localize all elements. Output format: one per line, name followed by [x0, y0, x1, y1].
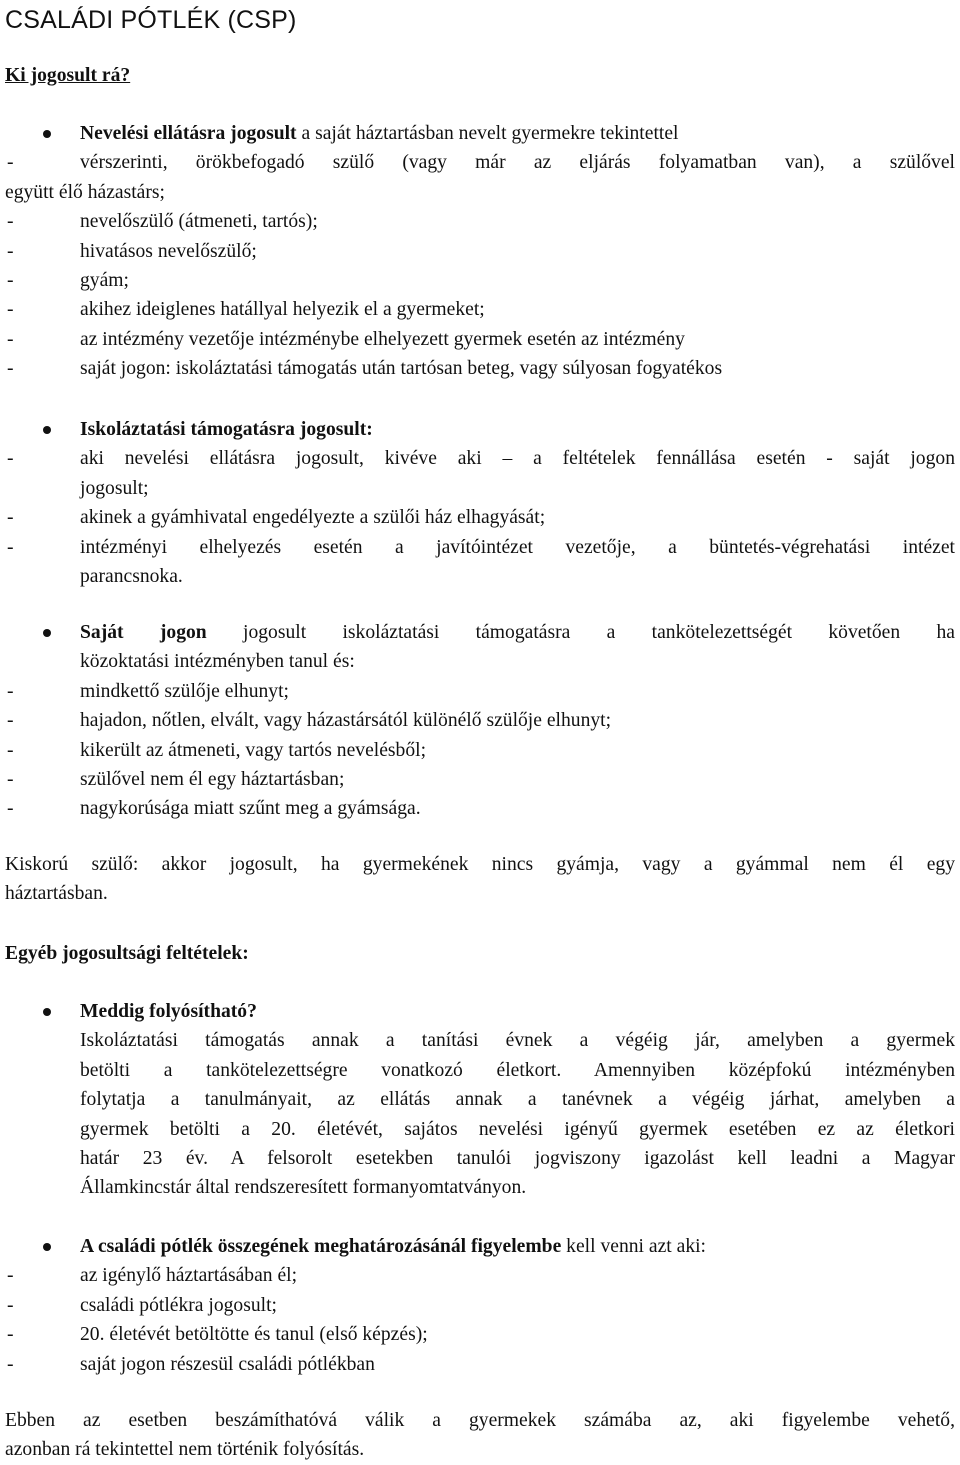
list-item [5, 148, 955, 177]
list-item [5, 765, 955, 794]
section-lead-text: jogosult iskoláztatási támogatásra a tankötelezettségét követően ha [206, 622, 955, 643]
list-item [5, 503, 955, 532]
list-item [5, 1350, 955, 1379]
list-item [5, 237, 955, 266]
dash-marker: - [7, 798, 14, 820]
list-item [5, 295, 955, 324]
list-item [5, 677, 955, 706]
list-item-text: akihez ideiglenes hatállyal helyezik el a gyermeket; [80, 299, 485, 321]
section-lead-bold: A családi pótlék összegének meghatározásánál figyelembe [80, 1236, 562, 1257]
paragraph-line: gyermek betölti a 20. életévét, sajátos nevelési igényű gyermek esetében ez az életkori [80, 1118, 955, 1140]
bullet-icon [43, 130, 51, 138]
section-lead-bold: Iskoláztatási támogatásra jogosult: [80, 419, 373, 440]
eligibility-question-heading: Ki jogosult rá? [5, 65, 131, 86]
dash-marker: - [7, 710, 14, 732]
list-item [5, 207, 955, 236]
list-item-text: nagykorúsága miatt szűnt meg a gyámsága. [80, 798, 421, 820]
list-item-text: szülővel nem él egy háztartásban; [80, 768, 345, 790]
list-item-text: gyám; [80, 269, 129, 291]
heading-text: Egyéb jogosultsági feltételek: [5, 943, 249, 964]
paragraph-line: Ebben az esetben beszámíthatóvá válik a gyermekek számába az, aki figyelembe vehető, [5, 1410, 955, 1431]
section-lead-text: a saját háztartásban nevelt gyermekre tekintettel [296, 123, 679, 144]
list-item-text: saját jogon részesül családi pótlékban [80, 1353, 375, 1375]
list-item-text: az igénylő háztartásában él; [80, 1265, 298, 1287]
dash-marker: - [7, 269, 14, 291]
dash-marker: - [7, 1294, 14, 1316]
list-item [5, 706, 955, 735]
dash-marker: - [7, 328, 14, 350]
dash-marker: - [7, 507, 14, 529]
dash-marker: - [7, 152, 14, 174]
list-item-text: hajadon, nőtlen, elvált, vagy házastársától különélő szülője elhunyt; [80, 710, 612, 732]
list-item-text: hivatásos nevelőszülő; [80, 240, 257, 262]
list-item [5, 736, 955, 765]
paragraph-line: Kiskorú szülő: akkor jogosult, ha gyermekének nincs gyámja, vagy a gyámmal nem él egy [5, 854, 955, 875]
list-item [5, 325, 955, 354]
dash-marker: - [7, 211, 14, 233]
list-item-text: családi pótlékra jogosult; [80, 1294, 277, 1316]
list-item [5, 1291, 955, 1320]
list-item [5, 119, 955, 148]
dash-marker: - [7, 358, 14, 380]
list-item-text: saját jogon: iskoláztatási támogatás után tartósan beteg, vagy súlyosan fogyatékos [80, 358, 723, 380]
section-iskolaztatasi-tamogatas [5, 415, 955, 591]
list-item [5, 533, 955, 562]
list-item-text: mindkettő szülője elhunyt; [80, 680, 289, 702]
list-item-text: aki nevelési ellátásra jogosult, kivéve aki – a feltételek fennállása esetén - saját jogon [80, 448, 955, 470]
dash-marker: - [7, 448, 14, 470]
section-nevelesi-ellatas [5, 119, 955, 384]
section-osszeg-meghatarozas [5, 1232, 955, 1379]
paragraph-line: Iskoláztatási támogatás annak a tanítási évnek a végéig jár, amelyben a gyermek [80, 1030, 955, 1052]
list-item-continuation: jogosult; [80, 477, 149, 499]
dash-marker: - [7, 536, 14, 558]
list-item [5, 618, 955, 647]
section-lead-continuation: közoktatási intézményben tanul és: [80, 651, 355, 673]
section-meddig-folyosithato [5, 997, 955, 1203]
paragraph-line: azonban rá tekintettel nem történik folyósítás. [5, 1439, 365, 1461]
section-lead-bold: Meddig folyósítható? [80, 1001, 257, 1022]
paragraph-line: Államkincstár által rendszeresített formanyomtatványon. [80, 1177, 527, 1199]
paragraph-closing [5, 1406, 955, 1465]
bullet-icon [43, 426, 51, 434]
section-lead-bold: Saját jogon [80, 622, 207, 643]
list-item-text: nevelőszülő (átmeneti, tartós); [80, 211, 318, 233]
paragraph-line: betölti a tankötelezettségre vonatkozó életkort. Amennyiben középfokú intézményben [80, 1059, 955, 1081]
dash-marker: - [7, 1324, 14, 1346]
list-item-text: intézményi elhelyezés esetén a javítóintézet vezetője, a büntetés-végrehatási intézet [80, 536, 955, 558]
list-item [5, 415, 955, 444]
list-item [5, 997, 955, 1026]
bullet-icon [43, 1243, 51, 1251]
bullet-icon [43, 629, 51, 637]
list-item [5, 266, 955, 295]
list-item [5, 1261, 955, 1290]
bullet-icon [43, 1008, 51, 1016]
list-item [5, 1232, 955, 1261]
list-item-continuation: parancsnoka. [80, 565, 183, 587]
list-item-continuation: együtt élő házastárs; [5, 181, 165, 203]
list-item-text: vérszerinti, örökbefogadó szülő (vagy már az eljárás folyamatban van), a szülővel [80, 152, 955, 174]
dash-marker: - [7, 240, 14, 262]
paragraph-line: határ 23 év. A felsorolt esetekben tanulói jogviszony igazolást kell leadni a Magyar [80, 1147, 955, 1169]
list-item-text: az intézmény vezetője intézménybe elhelyezett gyermek esetén az intézmény [80, 328, 685, 350]
list-item [5, 354, 955, 383]
section-heading-other-conditions [5, 939, 955, 968]
dash-marker: - [7, 1353, 14, 1375]
section-lead-text: kell venni azt aki: [561, 1236, 707, 1257]
list-item-text: kikerült az átmeneti, vagy tartós nevelésből; [80, 739, 427, 761]
list-item [5, 1320, 955, 1349]
dash-marker: - [7, 768, 14, 790]
document-title: CSALÁDI PÓTLÉK (CSP) [5, 6, 297, 34]
section-sajat-jogon [5, 618, 955, 824]
list-item-text: 20. életévét betöltötte és tanul (első képzés); [80, 1324, 428, 1346]
dash-marker: - [7, 739, 14, 761]
dash-marker: - [7, 1265, 14, 1287]
list-item [5, 794, 955, 823]
paragraph-kiskoru-szulo [5, 850, 955, 909]
paragraph-line: háztartásban. [5, 883, 108, 905]
dash-marker: - [7, 299, 14, 321]
paragraph-line: folytatja a tanulmányait, az ellátás annak a tanévnek a végéig járhat, amelyben a [80, 1089, 955, 1111]
section-lead-bold: Nevelési ellátásra jogosult [80, 123, 297, 144]
list-item [5, 444, 955, 473]
dash-marker: - [7, 680, 14, 702]
list-item-text: akinek a gyámhivatal engedélyezte a szülői ház elhagyását; [80, 507, 546, 529]
